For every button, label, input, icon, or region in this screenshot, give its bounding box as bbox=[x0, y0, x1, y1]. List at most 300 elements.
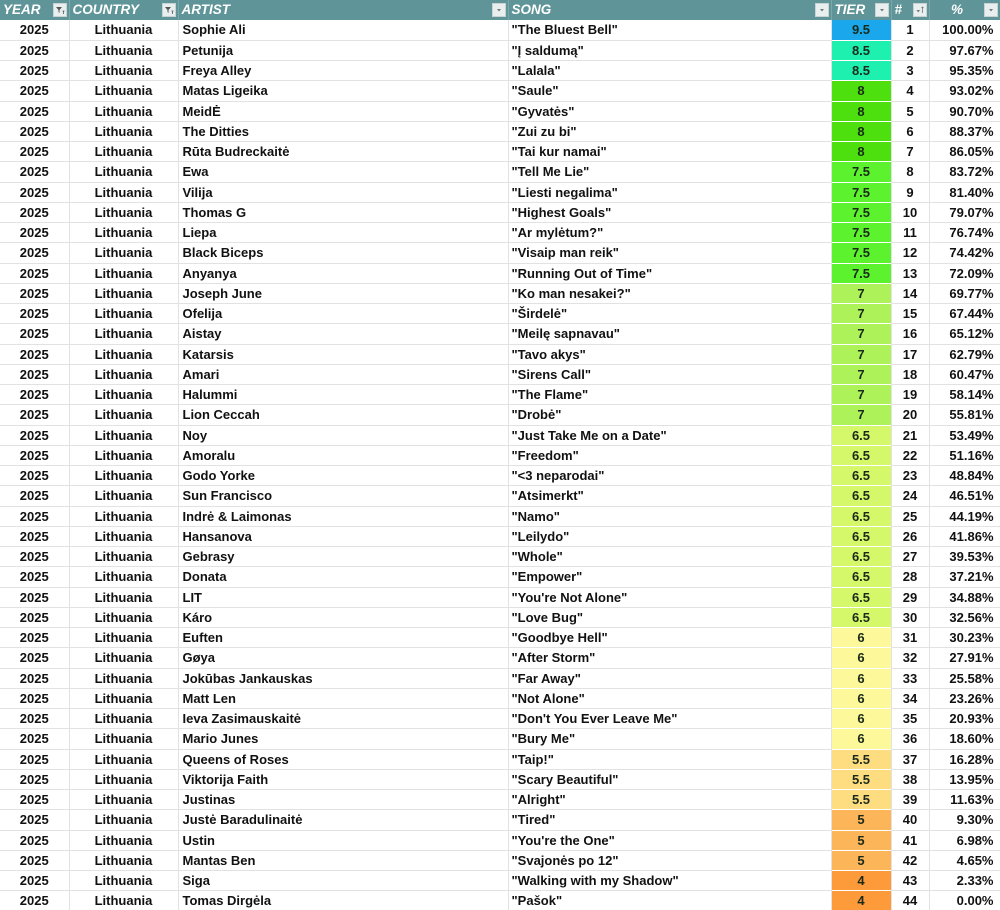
cell-percent[interactable]: 23.26% bbox=[929, 688, 1000, 708]
cell-percent[interactable]: 93.02% bbox=[929, 81, 1000, 101]
cell-tier[interactable]: 6.5 bbox=[831, 445, 891, 465]
table-row[interactable] bbox=[0, 506, 1000, 526]
cell-rank[interactable]: 32 bbox=[891, 648, 929, 668]
cell-artist[interactable]: Justinas bbox=[178, 790, 508, 810]
cell-song[interactable]: "Empower" bbox=[508, 567, 831, 587]
cell-percent[interactable]: 65.12% bbox=[929, 324, 1000, 344]
cell-percent[interactable]: 74.42% bbox=[929, 243, 1000, 263]
table-row[interactable] bbox=[0, 20, 1000, 40]
cell-song[interactable]: "Bury Me" bbox=[508, 729, 831, 749]
cell-tier[interactable]: 6 bbox=[831, 709, 891, 729]
cell-song[interactable]: "Don't You Ever Leave Me" bbox=[508, 709, 831, 729]
cell-artist[interactable]: Sophie Ali bbox=[178, 20, 508, 40]
cell-artist[interactable]: Lion Ceccah bbox=[178, 405, 508, 425]
cell-percent[interactable]: 44.19% bbox=[929, 506, 1000, 526]
cell-year[interactable]: 2025 bbox=[0, 40, 69, 60]
cell-artist[interactable]: Jokūbas Jankauskas bbox=[178, 668, 508, 688]
cell-percent[interactable]: 97.67% bbox=[929, 40, 1000, 60]
cell-percent[interactable]: 51.16% bbox=[929, 445, 1000, 465]
cell-song[interactable]: "Love Bug" bbox=[508, 607, 831, 627]
table-row[interactable] bbox=[0, 142, 1000, 162]
cell-percent[interactable]: 16.28% bbox=[929, 749, 1000, 769]
cell-rank[interactable]: 33 bbox=[891, 668, 929, 688]
table-row[interactable] bbox=[0, 769, 1000, 789]
cell-rank[interactable]: 10 bbox=[891, 202, 929, 222]
cell-percent[interactable]: 46.51% bbox=[929, 486, 1000, 506]
cell-rank[interactable]: 40 bbox=[891, 810, 929, 830]
cell-song[interactable]: "Visaip man reik" bbox=[508, 243, 831, 263]
cell-percent[interactable]: 0.00% bbox=[929, 891, 1000, 910]
table-row[interactable] bbox=[0, 344, 1000, 364]
cell-rank[interactable]: 8 bbox=[891, 162, 929, 182]
cell-artist[interactable]: Justė Baradulinaitė bbox=[178, 810, 508, 830]
sort-ascending-icon[interactable] bbox=[913, 3, 927, 17]
cell-tier[interactable]: 4 bbox=[831, 871, 891, 891]
cell-tier[interactable]: 6.5 bbox=[831, 547, 891, 567]
cell-rank[interactable]: 22 bbox=[891, 445, 929, 465]
table-row[interactable] bbox=[0, 668, 1000, 688]
cell-country[interactable]: Lithuania bbox=[69, 101, 178, 121]
cell-tier[interactable]: 8.5 bbox=[831, 61, 891, 81]
cell-country[interactable]: Lithuania bbox=[69, 40, 178, 60]
cell-artist[interactable]: Siga bbox=[178, 871, 508, 891]
cell-tier[interactable]: 6 bbox=[831, 668, 891, 688]
table-row[interactable] bbox=[0, 40, 1000, 60]
cell-song[interactable]: "Tavo akys" bbox=[508, 344, 831, 364]
cell-tier[interactable]: 9.5 bbox=[831, 20, 891, 40]
cell-year[interactable]: 2025 bbox=[0, 830, 69, 850]
cell-tier[interactable]: 7 bbox=[831, 405, 891, 425]
cell-artist[interactable]: Gebrasy bbox=[178, 547, 508, 567]
cell-song[interactable]: "Svajonės po 12" bbox=[508, 850, 831, 870]
cell-rank[interactable]: 19 bbox=[891, 385, 929, 405]
cell-percent[interactable]: 27.91% bbox=[929, 648, 1000, 668]
cell-percent[interactable]: 90.70% bbox=[929, 101, 1000, 121]
cell-rank[interactable]: 1 bbox=[891, 20, 929, 40]
cell-tier[interactable]: 5 bbox=[831, 810, 891, 830]
cell-country[interactable]: Lithuania bbox=[69, 709, 178, 729]
cell-rank[interactable]: 4 bbox=[891, 81, 929, 101]
cell-country[interactable]: Lithuania bbox=[69, 547, 178, 567]
cell-song[interactable]: "Lalala" bbox=[508, 61, 831, 81]
cell-country[interactable]: Lithuania bbox=[69, 871, 178, 891]
cell-year[interactable]: 2025 bbox=[0, 324, 69, 344]
cell-country[interactable]: Lithuania bbox=[69, 891, 178, 910]
cell-country[interactable]: Lithuania bbox=[69, 405, 178, 425]
cell-tier[interactable]: 8 bbox=[831, 121, 891, 141]
table-row[interactable] bbox=[0, 364, 1000, 384]
cell-year[interactable]: 2025 bbox=[0, 648, 69, 668]
cell-year[interactable]: 2025 bbox=[0, 466, 69, 486]
cell-percent[interactable]: 76.74% bbox=[929, 223, 1000, 243]
table-row[interactable] bbox=[0, 567, 1000, 587]
cell-country[interactable]: Lithuania bbox=[69, 648, 178, 668]
cell-artist[interactable]: Katarsis bbox=[178, 344, 508, 364]
cell-percent[interactable]: 20.93% bbox=[929, 709, 1000, 729]
cell-tier[interactable]: 8 bbox=[831, 101, 891, 121]
cell-song[interactable]: "After Storm" bbox=[508, 648, 831, 668]
table-row[interactable] bbox=[0, 385, 1000, 405]
cell-song[interactable]: "Alright" bbox=[508, 790, 831, 810]
dropdown-arrow-icon[interactable] bbox=[492, 3, 506, 17]
cell-year[interactable]: 2025 bbox=[0, 891, 69, 910]
cell-artist[interactable]: Ewa bbox=[178, 162, 508, 182]
cell-tier[interactable]: 7 bbox=[831, 364, 891, 384]
cell-tier[interactable]: 6.5 bbox=[831, 526, 891, 546]
dropdown-arrow-icon[interactable] bbox=[984, 3, 998, 17]
cell-artist[interactable]: Noy bbox=[178, 425, 508, 445]
cell-song[interactable]: "Just Take Me on a Date" bbox=[508, 425, 831, 445]
cell-percent[interactable]: 81.40% bbox=[929, 182, 1000, 202]
cell-percent[interactable]: 69.77% bbox=[929, 283, 1000, 303]
cell-tier[interactable]: 7.5 bbox=[831, 223, 891, 243]
cell-year[interactable]: 2025 bbox=[0, 142, 69, 162]
cell-percent[interactable]: 4.65% bbox=[929, 850, 1000, 870]
table-row[interactable] bbox=[0, 810, 1000, 830]
cell-rank[interactable]: 37 bbox=[891, 749, 929, 769]
cell-year[interactable]: 2025 bbox=[0, 526, 69, 546]
cell-song[interactable]: "Ko man nesakei?" bbox=[508, 283, 831, 303]
cell-year[interactable]: 2025 bbox=[0, 101, 69, 121]
table-row[interactable] bbox=[0, 688, 1000, 708]
cell-country[interactable]: Lithuania bbox=[69, 304, 178, 324]
cell-tier[interactable]: 7.5 bbox=[831, 202, 891, 222]
cell-country[interactable]: Lithuania bbox=[69, 506, 178, 526]
cell-song[interactable]: "Freedom" bbox=[508, 445, 831, 465]
cell-rank[interactable]: 18 bbox=[891, 364, 929, 384]
cell-tier[interactable]: 7.5 bbox=[831, 263, 891, 283]
cell-year[interactable]: 2025 bbox=[0, 810, 69, 830]
cell-artist[interactable]: Viktorija Faith bbox=[178, 769, 508, 789]
cell-year[interactable]: 2025 bbox=[0, 628, 69, 648]
cell-percent[interactable]: 11.63% bbox=[929, 790, 1000, 810]
cell-country[interactable]: Lithuania bbox=[69, 628, 178, 648]
cell-rank[interactable]: 2 bbox=[891, 40, 929, 60]
cell-percent[interactable]: 83.72% bbox=[929, 162, 1000, 182]
cell-artist[interactable]: Donata bbox=[178, 567, 508, 587]
cell-year[interactable]: 2025 bbox=[0, 202, 69, 222]
cell-year[interactable]: 2025 bbox=[0, 385, 69, 405]
cell-song[interactable]: "Drobė" bbox=[508, 405, 831, 425]
cell-country[interactable]: Lithuania bbox=[69, 769, 178, 789]
cell-rank[interactable]: 29 bbox=[891, 587, 929, 607]
cell-percent[interactable]: 34.88% bbox=[929, 587, 1000, 607]
cell-country[interactable]: Lithuania bbox=[69, 790, 178, 810]
cell-rank[interactable]: 41 bbox=[891, 830, 929, 850]
table-row[interactable] bbox=[0, 891, 1000, 910]
cell-percent[interactable]: 32.56% bbox=[929, 607, 1000, 627]
table-row[interactable] bbox=[0, 304, 1000, 324]
cell-song[interactable]: "Gyvatės" bbox=[508, 101, 831, 121]
cell-song[interactable]: "Scary Beautiful" bbox=[508, 769, 831, 789]
cell-artist[interactable]: Aistay bbox=[178, 324, 508, 344]
cell-artist[interactable]: Anyanya bbox=[178, 263, 508, 283]
cell-rank[interactable]: 43 bbox=[891, 871, 929, 891]
table-row[interactable] bbox=[0, 486, 1000, 506]
cell-rank[interactable]: 6 bbox=[891, 121, 929, 141]
cell-tier[interactable]: 7 bbox=[831, 283, 891, 303]
cell-artist[interactable]: Amari bbox=[178, 364, 508, 384]
cell-tier[interactable]: 8.5 bbox=[831, 40, 891, 60]
cell-percent[interactable]: 72.09% bbox=[929, 263, 1000, 283]
cell-tier[interactable]: 8 bbox=[831, 142, 891, 162]
cell-rank[interactable]: 13 bbox=[891, 263, 929, 283]
cell-year[interactable]: 2025 bbox=[0, 547, 69, 567]
cell-tier[interactable]: 5.5 bbox=[831, 769, 891, 789]
cell-rank[interactable]: 27 bbox=[891, 547, 929, 567]
cell-song[interactable]: "Walking with my Shadow" bbox=[508, 871, 831, 891]
cell-country[interactable]: Lithuania bbox=[69, 182, 178, 202]
cell-percent[interactable]: 2.33% bbox=[929, 871, 1000, 891]
cell-song[interactable]: "You're Not Alone" bbox=[508, 587, 831, 607]
cell-country[interactable]: Lithuania bbox=[69, 425, 178, 445]
cell-year[interactable]: 2025 bbox=[0, 405, 69, 425]
cell-artist[interactable]: Halummi bbox=[178, 385, 508, 405]
table-row[interactable] bbox=[0, 283, 1000, 303]
table-row[interactable] bbox=[0, 425, 1000, 445]
table-row[interactable] bbox=[0, 749, 1000, 769]
cell-year[interactable]: 2025 bbox=[0, 790, 69, 810]
cell-artist[interactable]: Thomas G bbox=[178, 202, 508, 222]
cell-song[interactable]: "Highest Goals" bbox=[508, 202, 831, 222]
table-row[interactable] bbox=[0, 81, 1000, 101]
cell-song[interactable]: "The Flame" bbox=[508, 385, 831, 405]
cell-rank[interactable]: 12 bbox=[891, 243, 929, 263]
cell-rank[interactable]: 7 bbox=[891, 142, 929, 162]
cell-country[interactable]: Lithuania bbox=[69, 61, 178, 81]
cell-country[interactable]: Lithuania bbox=[69, 688, 178, 708]
cell-rank[interactable]: 42 bbox=[891, 850, 929, 870]
cell-country[interactable]: Lithuania bbox=[69, 385, 178, 405]
cell-tier[interactable]: 4 bbox=[831, 891, 891, 910]
cell-year[interactable]: 2025 bbox=[0, 304, 69, 324]
cell-year[interactable]: 2025 bbox=[0, 688, 69, 708]
cell-song[interactable]: "Tired" bbox=[508, 810, 831, 830]
cell-rank[interactable]: 9 bbox=[891, 182, 929, 202]
cell-tier[interactable]: 7 bbox=[831, 324, 891, 344]
cell-percent[interactable]: 60.47% bbox=[929, 364, 1000, 384]
cell-year[interactable]: 2025 bbox=[0, 344, 69, 364]
cell-rank[interactable]: 44 bbox=[891, 891, 929, 910]
cell-rank[interactable]: 21 bbox=[891, 425, 929, 445]
cell-tier[interactable]: 6.5 bbox=[831, 607, 891, 627]
filter-active-icon[interactable] bbox=[53, 3, 67, 17]
cell-year[interactable]: 2025 bbox=[0, 729, 69, 749]
cell-year[interactable]: 2025 bbox=[0, 243, 69, 263]
cell-song[interactable]: "Meilę sapnavau" bbox=[508, 324, 831, 344]
cell-tier[interactable]: 6 bbox=[831, 688, 891, 708]
cell-year[interactable]: 2025 bbox=[0, 263, 69, 283]
cell-rank[interactable]: 35 bbox=[891, 709, 929, 729]
cell-artist[interactable]: Tomas Dirgėla bbox=[178, 891, 508, 910]
cell-song[interactable]: "Namo" bbox=[508, 506, 831, 526]
cell-percent[interactable]: 67.44% bbox=[929, 304, 1000, 324]
cell-percent[interactable]: 30.23% bbox=[929, 628, 1000, 648]
cell-country[interactable]: Lithuania bbox=[69, 344, 178, 364]
table-row[interactable] bbox=[0, 547, 1000, 567]
cell-artist[interactable]: Ofelija bbox=[178, 304, 508, 324]
cell-country[interactable]: Lithuania bbox=[69, 445, 178, 465]
cell-country[interactable]: Lithuania bbox=[69, 243, 178, 263]
cell-year[interactable]: 2025 bbox=[0, 364, 69, 384]
cell-country[interactable]: Lithuania bbox=[69, 121, 178, 141]
cell-artist[interactable]: Liepa bbox=[178, 223, 508, 243]
cell-tier[interactable]: 6.5 bbox=[831, 486, 891, 506]
cell-rank[interactable]: 17 bbox=[891, 344, 929, 364]
cell-percent[interactable]: 62.79% bbox=[929, 344, 1000, 364]
cell-percent[interactable]: 86.05% bbox=[929, 142, 1000, 162]
cell-percent[interactable]: 79.07% bbox=[929, 202, 1000, 222]
cell-country[interactable]: Lithuania bbox=[69, 668, 178, 688]
cell-country[interactable]: Lithuania bbox=[69, 810, 178, 830]
cell-artist[interactable]: Mantas Ben bbox=[178, 850, 508, 870]
cell-tier[interactable]: 7 bbox=[831, 304, 891, 324]
cell-song[interactable]: "Zui zu bi" bbox=[508, 121, 831, 141]
cell-country[interactable]: Lithuania bbox=[69, 324, 178, 344]
cell-artist[interactable]: Freya Alley bbox=[178, 61, 508, 81]
cell-rank[interactable]: 14 bbox=[891, 283, 929, 303]
table-row[interactable] bbox=[0, 61, 1000, 81]
cell-country[interactable]: Lithuania bbox=[69, 466, 178, 486]
cell-year[interactable]: 2025 bbox=[0, 850, 69, 870]
cell-song[interactable]: "Far Away" bbox=[508, 668, 831, 688]
cell-percent[interactable]: 6.98% bbox=[929, 830, 1000, 850]
cell-tier[interactable]: 6.5 bbox=[831, 506, 891, 526]
cell-tier[interactable]: 6.5 bbox=[831, 466, 891, 486]
cell-country[interactable]: Lithuania bbox=[69, 81, 178, 101]
cell-tier[interactable]: 7.5 bbox=[831, 162, 891, 182]
cell-rank[interactable]: 38 bbox=[891, 769, 929, 789]
cell-tier[interactable]: 6 bbox=[831, 648, 891, 668]
cell-tier[interactable]: 6.5 bbox=[831, 587, 891, 607]
table-row[interactable] bbox=[0, 202, 1000, 222]
cell-tier[interactable]: 6.5 bbox=[831, 567, 891, 587]
cell-percent[interactable]: 41.86% bbox=[929, 526, 1000, 546]
cell-rank[interactable]: 3 bbox=[891, 61, 929, 81]
cell-rank[interactable]: 20 bbox=[891, 405, 929, 425]
cell-year[interactable]: 2025 bbox=[0, 668, 69, 688]
table-row[interactable] bbox=[0, 162, 1000, 182]
table-row[interactable] bbox=[0, 466, 1000, 486]
table-row[interactable] bbox=[0, 648, 1000, 668]
cell-tier[interactable]: 5.5 bbox=[831, 749, 891, 769]
cell-song[interactable]: "<3 neparodai" bbox=[508, 466, 831, 486]
cell-rank[interactable]: 16 bbox=[891, 324, 929, 344]
cell-rank[interactable]: 31 bbox=[891, 628, 929, 648]
cell-artist[interactable]: Amoralu bbox=[178, 445, 508, 465]
cell-rank[interactable]: 15 bbox=[891, 304, 929, 324]
table-row[interactable] bbox=[0, 790, 1000, 810]
cell-artist[interactable]: Gøya bbox=[178, 648, 508, 668]
table-row[interactable] bbox=[0, 628, 1000, 648]
cell-country[interactable]: Lithuania bbox=[69, 729, 178, 749]
cell-year[interactable]: 2025 bbox=[0, 81, 69, 101]
cell-country[interactable]: Lithuania bbox=[69, 607, 178, 627]
cell-tier[interactable]: 7 bbox=[831, 344, 891, 364]
cell-year[interactable]: 2025 bbox=[0, 182, 69, 202]
cell-song[interactable]: "Whole" bbox=[508, 547, 831, 567]
table-row[interactable] bbox=[0, 121, 1000, 141]
table-row[interactable] bbox=[0, 101, 1000, 121]
cell-song[interactable]: "You're the One" bbox=[508, 830, 831, 850]
cell-song[interactable]: "Širdelė" bbox=[508, 304, 831, 324]
cell-country[interactable]: Lithuania bbox=[69, 142, 178, 162]
cell-artist[interactable]: Matas Ligeika bbox=[178, 81, 508, 101]
cell-country[interactable]: Lithuania bbox=[69, 587, 178, 607]
cell-year[interactable]: 2025 bbox=[0, 61, 69, 81]
cell-percent[interactable]: 100.00% bbox=[929, 20, 1000, 40]
cell-year[interactable]: 2025 bbox=[0, 425, 69, 445]
cell-percent[interactable]: 39.53% bbox=[929, 547, 1000, 567]
cell-country[interactable]: Lithuania bbox=[69, 830, 178, 850]
cell-song[interactable]: "Not Alone" bbox=[508, 688, 831, 708]
cell-tier[interactable]: 8 bbox=[831, 81, 891, 101]
filter-active-icon[interactable] bbox=[162, 3, 176, 17]
cell-year[interactable]: 2025 bbox=[0, 223, 69, 243]
cell-year[interactable]: 2025 bbox=[0, 749, 69, 769]
cell-artist[interactable]: Sun Francisco bbox=[178, 486, 508, 506]
cell-rank[interactable]: 24 bbox=[891, 486, 929, 506]
cell-country[interactable]: Lithuania bbox=[69, 364, 178, 384]
cell-song[interactable]: "Į saldumą" bbox=[508, 40, 831, 60]
table-row[interactable] bbox=[0, 729, 1000, 749]
cell-artist[interactable]: Godo Yorke bbox=[178, 466, 508, 486]
cell-tier[interactable]: 5.5 bbox=[831, 790, 891, 810]
cell-artist[interactable]: MeidĖ bbox=[178, 101, 508, 121]
cell-rank[interactable]: 36 bbox=[891, 729, 929, 749]
cell-tier[interactable]: 6 bbox=[831, 729, 891, 749]
cell-artist[interactable]: Mario Junes bbox=[178, 729, 508, 749]
cell-rank[interactable]: 30 bbox=[891, 607, 929, 627]
table-row[interactable] bbox=[0, 871, 1000, 891]
cell-rank[interactable]: 34 bbox=[891, 688, 929, 708]
cell-song[interactable]: "Saule" bbox=[508, 81, 831, 101]
cell-song[interactable]: "Tell Me Lie" bbox=[508, 162, 831, 182]
cell-rank[interactable]: 28 bbox=[891, 567, 929, 587]
dropdown-arrow-icon[interactable] bbox=[875, 3, 889, 17]
cell-percent[interactable]: 25.58% bbox=[929, 668, 1000, 688]
cell-percent[interactable]: 37.21% bbox=[929, 567, 1000, 587]
cell-song[interactable]: "Tai kur namai" bbox=[508, 142, 831, 162]
cell-song[interactable]: "Goodbye Hell" bbox=[508, 628, 831, 648]
cell-artist[interactable]: Black Biceps bbox=[178, 243, 508, 263]
table-row[interactable] bbox=[0, 607, 1000, 627]
cell-percent[interactable]: 18.60% bbox=[929, 729, 1000, 749]
cell-song[interactable]: "Leilydo" bbox=[508, 526, 831, 546]
cell-tier[interactable]: 7 bbox=[831, 385, 891, 405]
cell-country[interactable]: Lithuania bbox=[69, 486, 178, 506]
cell-country[interactable]: Lithuania bbox=[69, 263, 178, 283]
table-row[interactable] bbox=[0, 324, 1000, 344]
table-row[interactable] bbox=[0, 182, 1000, 202]
cell-rank[interactable]: 11 bbox=[891, 223, 929, 243]
cell-year[interactable]: 2025 bbox=[0, 20, 69, 40]
cell-artist[interactable]: LIT bbox=[178, 587, 508, 607]
cell-year[interactable]: 2025 bbox=[0, 567, 69, 587]
table-row[interactable] bbox=[0, 830, 1000, 850]
cell-tier[interactable]: 6 bbox=[831, 628, 891, 648]
cell-year[interactable]: 2025 bbox=[0, 445, 69, 465]
dropdown-arrow-icon[interactable] bbox=[815, 3, 829, 17]
cell-artist[interactable]: Euften bbox=[178, 628, 508, 648]
table-row[interactable] bbox=[0, 526, 1000, 546]
cell-artist[interactable]: Petunija bbox=[178, 40, 508, 60]
cell-artist[interactable]: Káro bbox=[178, 607, 508, 627]
cell-rank[interactable]: 5 bbox=[891, 101, 929, 121]
cell-song[interactable]: "Atsimerkt" bbox=[508, 486, 831, 506]
table-row[interactable] bbox=[0, 263, 1000, 283]
cell-song[interactable]: "Liesti negalima" bbox=[508, 182, 831, 202]
